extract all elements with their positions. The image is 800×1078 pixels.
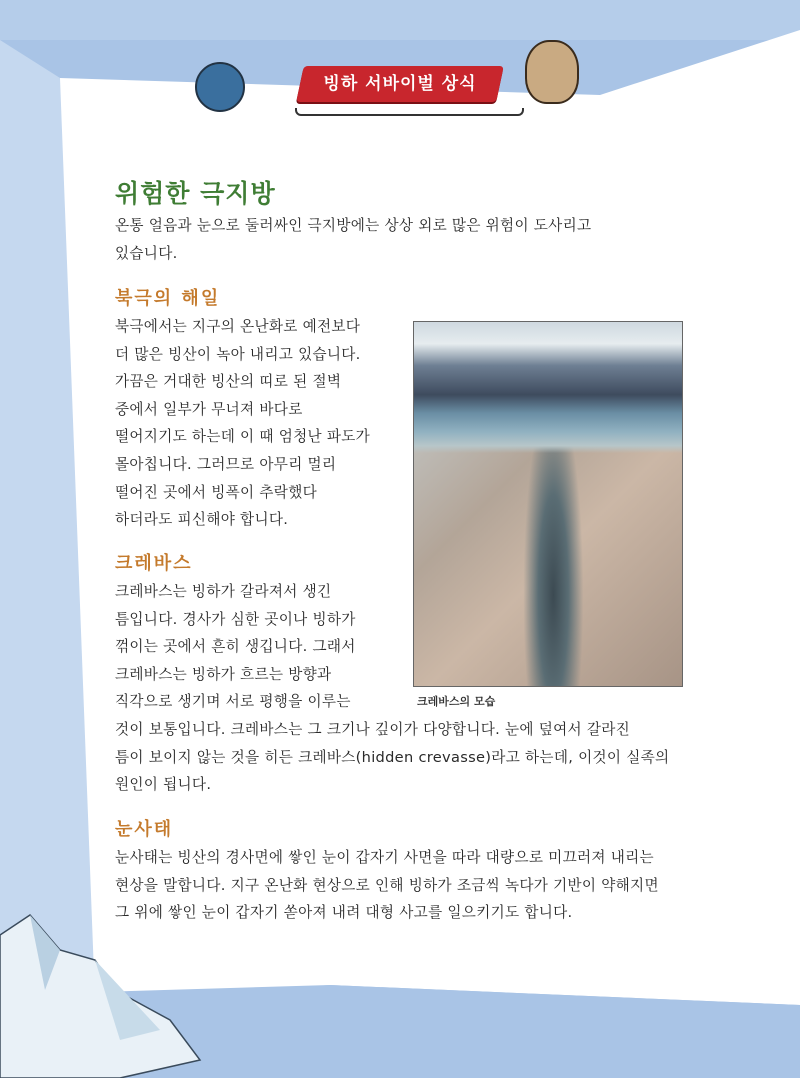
crevasse-photo bbox=[413, 321, 683, 687]
section-heading: 북극의 해일 bbox=[115, 288, 221, 309]
photo-caption: 크레바스의 모습 bbox=[417, 695, 496, 708]
page-title: 위험한 극지방 bbox=[115, 179, 276, 208]
paragraph-line: 꺾이는 곳에서 흔히 생깁니다. 그래서 bbox=[115, 638, 356, 656]
banner-label: 빙하 서바이벌 상식 bbox=[323, 74, 477, 94]
paragraph-line: 중에서 일부가 무너져 바다로 bbox=[115, 400, 303, 418]
intro-line: 온통 얼음과 눈으로 둘러싸인 극지방에는 상상 외로 많은 위험이 도사리고 bbox=[115, 217, 592, 234]
paragraph-line: 떨어지기도 하는데 이 때 엄청난 파도가 bbox=[115, 428, 371, 446]
paragraph-line: 떨어진 곳에서 빙폭이 추락했다 bbox=[115, 483, 317, 501]
intro-line: 있습니다. bbox=[115, 244, 178, 262]
paragraph-line: 더 많은 빙산이 녹아 내리고 있습니다. bbox=[115, 345, 361, 363]
paragraph-line: 틈이 보이지 않는 것을 히든 크레바스(hidden crevasse)라고 하는데, 이것이 실족의 bbox=[115, 748, 670, 766]
paragraph-line: 크레바스는 빙하가 갈라져서 생긴 bbox=[115, 583, 332, 600]
paragraph-line: 직각으로 생기며 서로 평행을 이루는 bbox=[115, 693, 351, 711]
section-banner bbox=[296, 66, 504, 102]
paragraph-line: 그 위에 쌓인 눈이 갑자기 쏟아져 내려 대형 사고를 일으키기도 합니다. bbox=[115, 904, 573, 922]
reindeer-illustration bbox=[525, 40, 579, 104]
paragraph-line: 눈사태는 빙산의 경사면에 쌓인 눈이 갑자기 사면을 따라 대량으로 미끄러져 내리는 bbox=[115, 849, 654, 866]
section-heading: 눈사태 bbox=[115, 819, 174, 840]
paragraph-line: 크레바스는 빙하가 흐르는 방향과 bbox=[115, 665, 332, 683]
paragraph-line: 북극에서는 지구의 온난화로 예전보다 bbox=[115, 318, 361, 335]
paragraph-line: 하더라도 피신해야 합니다. bbox=[115, 511, 289, 529]
paragraph-line: 틈입니다. 경사가 심한 곳이나 빙하가 bbox=[115, 610, 356, 628]
paragraph-line: 현상을 말합니다. 지구 온난화 현상으로 인해 빙하가 조금씩 녹다가 기반이 약해지면 bbox=[115, 876, 659, 894]
paragraph-line: 가끔은 거대한 빙산의 띠로 된 절벽 bbox=[115, 373, 342, 391]
paragraph-line: 것이 보통입니다. 크레바스는 그 크기나 깊이가 다양합니다. 눈에 덮여서 갈라진 bbox=[115, 721, 631, 738]
section-heading: 크레바스 bbox=[115, 553, 193, 574]
sled-runner bbox=[295, 108, 524, 116]
paragraph-line: 몰아칩니다. 그러므로 아무리 멀리 bbox=[115, 456, 337, 473]
paragraph-line: 원인이 됩니다. bbox=[115, 776, 212, 794]
character-illustration bbox=[195, 62, 245, 112]
